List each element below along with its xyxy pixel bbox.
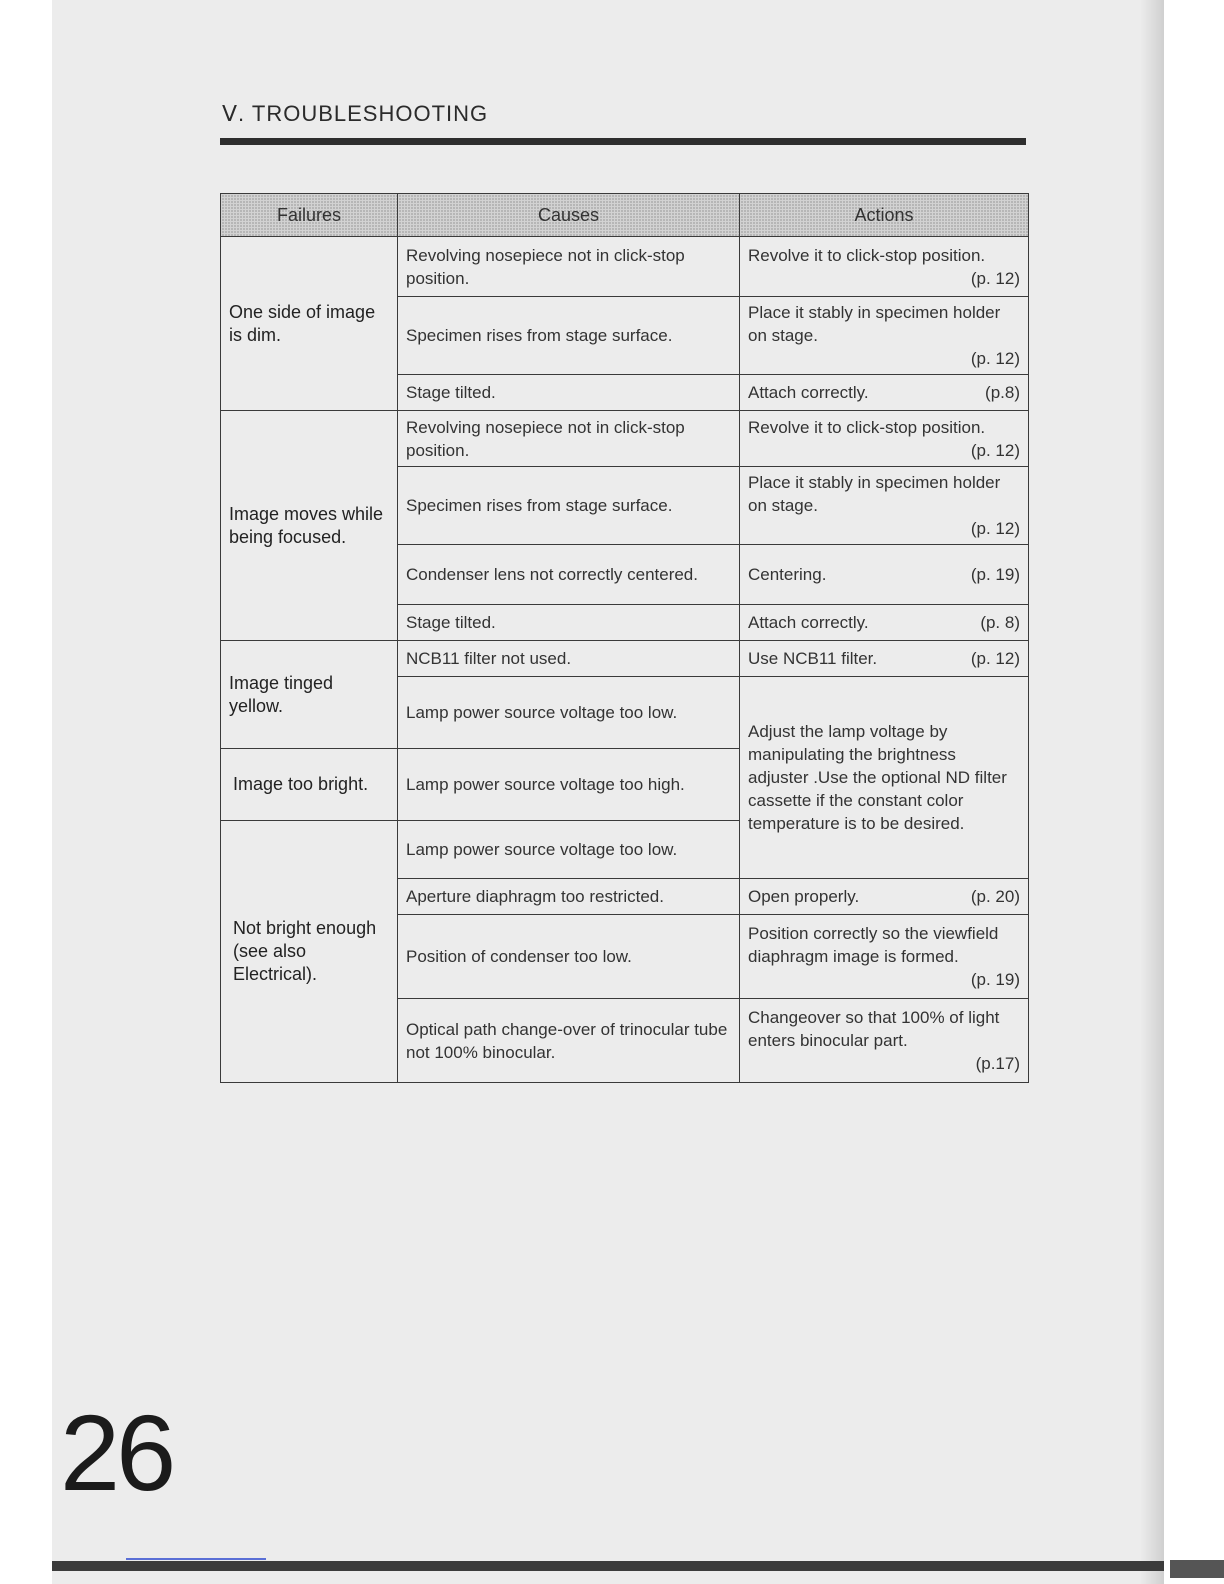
page-number: 26 bbox=[60, 1392, 173, 1513]
corner-mark bbox=[1170, 1560, 1224, 1578]
heading-rule bbox=[220, 138, 1026, 145]
cause-cell: NCB11 filter not used. bbox=[398, 641, 740, 677]
action-cell bbox=[740, 375, 1029, 411]
cause-cell: Lamp power source voltage too low. bbox=[398, 821, 740, 879]
section-heading: Ⅴ. TROUBLESHOOTING bbox=[222, 101, 489, 126]
page-edge-shadow bbox=[1140, 0, 1164, 1584]
cause-cell: Aperture diaphragm too restricted. bbox=[398, 879, 740, 915]
cause-cell: Specimen rises from stage surface. bbox=[398, 467, 740, 545]
failure-cell: One side of image is dim. bbox=[221, 237, 398, 411]
action-cell bbox=[740, 915, 1029, 999]
action-text: Attach correctly. bbox=[748, 613, 869, 632]
action-text: Changeover so that 100% of light enters binocular part. bbox=[748, 1008, 1000, 1050]
action-cell bbox=[740, 545, 1029, 605]
cause-cell: Lamp power source voltage too high. bbox=[398, 749, 740, 821]
scan-border-right bbox=[1164, 0, 1224, 1584]
bottom-bar bbox=[52, 1561, 1164, 1571]
cause-cell: Optical path change-over of trinocular tube not 100% binocular. bbox=[398, 999, 740, 1083]
page-reference: (p. 19) bbox=[970, 970, 1020, 989]
action-text: Revolve it to click-stop position. bbox=[748, 417, 986, 437]
table-row bbox=[221, 237, 1029, 297]
action-text: Attach correctly. bbox=[748, 383, 869, 402]
cause-cell: Position of condenser too low. bbox=[398, 915, 740, 999]
cause-cell: Stage tilted. bbox=[398, 605, 740, 641]
action-text: Position correctly so the viewfield diaphragm image is formed. bbox=[748, 924, 999, 966]
page-reference: (p. 12) bbox=[970, 519, 1020, 538]
action-cell bbox=[740, 605, 1029, 641]
cause-cell: Lamp power source voltage too low. bbox=[398, 677, 740, 749]
bottom-link-line bbox=[126, 1558, 266, 1560]
failure-cell: Not bright enough (see also Electrical). bbox=[221, 821, 398, 1083]
shared-lamp-action-cell: Adjust the lamp voltage by manipulating the brightness adjuster .Use the optional ND filter cassette if the constant color temperature is to be desired. bbox=[740, 677, 1029, 879]
page-reference: (p. 12) bbox=[970, 349, 1020, 368]
failure-cell: Image too bright. bbox=[221, 749, 398, 821]
table-row bbox=[221, 641, 1029, 677]
cause-cell: Revolving nosepiece not in click-stop position. bbox=[398, 411, 740, 467]
action-cell bbox=[740, 297, 1029, 375]
action-cell bbox=[740, 879, 1029, 915]
table-header-row bbox=[221, 194, 1029, 237]
header-actions: Actions bbox=[740, 194, 1029, 237]
page-reference: (p. 12) bbox=[970, 268, 1020, 288]
troubleshooting-table bbox=[220, 193, 1029, 1083]
header-failures: Failures bbox=[221, 194, 398, 237]
cause-cell: Stage tilted. bbox=[398, 375, 740, 411]
header-causes: Causes bbox=[398, 194, 740, 237]
cause-cell: Specimen rises from stage surface. bbox=[398, 297, 740, 375]
table-row bbox=[221, 411, 1029, 467]
cause-cell: Condenser lens not correctly centered. bbox=[398, 545, 740, 605]
action-cell bbox=[740, 467, 1029, 545]
action-cell bbox=[740, 999, 1029, 1083]
action-cell bbox=[740, 237, 1029, 297]
scan-border-left bbox=[0, 0, 52, 1584]
page-reference: (p.17) bbox=[975, 1054, 1020, 1073]
cause-cell: Revolving nosepiece not in click-stop position. bbox=[398, 237, 740, 297]
page-reference: (p. 19) bbox=[970, 565, 1020, 584]
page-reference: (p.8) bbox=[985, 383, 1020, 402]
page-reference: (p. 20) bbox=[970, 887, 1020, 906]
action-text: Place it stably in specimen holder on stage. bbox=[748, 473, 1001, 515]
action-text: Use NCB11 filter. bbox=[748, 649, 878, 668]
failure-cell: Image moves while being focused. bbox=[221, 411, 398, 641]
page-reference: (p. 12) bbox=[970, 649, 1020, 668]
page-reference: (p. 12) bbox=[970, 440, 1020, 460]
failure-cell: Image tinged yellow. bbox=[221, 641, 398, 749]
action-cell bbox=[740, 641, 1029, 677]
page-reference: (p. 8) bbox=[980, 613, 1020, 632]
action-text: Open properly. bbox=[748, 887, 860, 906]
action-text: Revolve it to click-stop position. bbox=[748, 245, 986, 265]
action-text: Place it stably in specimen holder on stage. bbox=[748, 303, 1001, 345]
action-cell bbox=[740, 411, 1029, 467]
action-text: Centering. bbox=[748, 565, 827, 584]
